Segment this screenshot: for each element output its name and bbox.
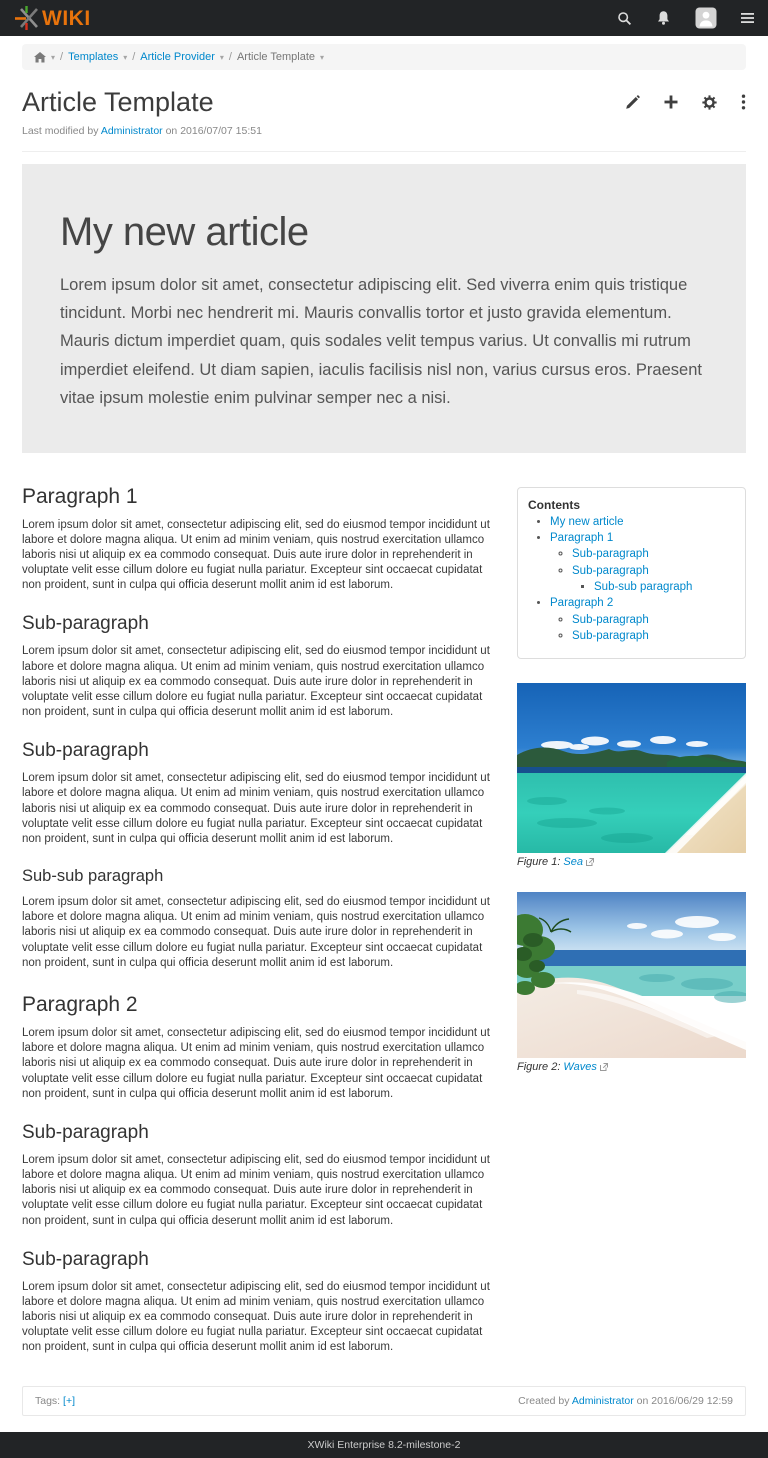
app-footer: [0, 1432, 768, 1458]
last-modified-suffix: on 2016/07/07 15:51: [165, 124, 262, 137]
contents-panel: [517, 487, 746, 659]
templates-caret-icon[interactable]: ▾: [123, 52, 128, 62]
section-heading: Sub-paragraph: [22, 1248, 149, 1270]
article-body: [22, 481, 500, 1368]
section-text: Lorem ipsum dolor sit amet, consectetur adipiscing elit, sed do eiusmod tempor incididunt ut labore et dolore magna aliqua. Ut enim ad minim veniam, quis nostrud exercitation ullamco laboris nisi ut aliquip ex ea commodo consequat. Duis aute irure dolor in reprehenderit in voluptate velit esse cillum dolore eu fugiat nulla pariatur. Excepteur sint occaecat cupidatat non proident, sunt in culpa qui officia deserunt mollit anim id est laborum.: [22, 1153, 490, 1227]
toc-item: [572, 547, 735, 561]
section-heading: Sub-paragraph: [22, 613, 149, 635]
page-header: [22, 88, 746, 118]
section-heading: Sub-paragraph: [22, 740, 149, 762]
breadcrumb-link-templates[interactable]: Templates: [68, 51, 119, 63]
header-divider: [22, 151, 746, 152]
toc-link-sub-sub-paragraph[interactable]: Sub-sub paragraph: [594, 581, 693, 594]
section-text: Lorem ipsum dolor sit amet, consectetur adipiscing elit, sed do eiusmod tempor incididunt ut labore et dolore magna aliqua. Ut enim ad minim veniam, quis nostrud exercitation ullamco laboris nisi ut aliquip ex ea commodo consequat. Duis aute irure dolor in reprehenderit in voluptate velit esse cillum dolore eu fugiat nulla pariatur. Excepteur sint occaecat cupidatat non proident, sunt in culpa qui officia deserunt mollit anim id est laborum.: [22, 772, 490, 845]
add-tag-button[interactable]: [+]: [63, 1394, 75, 1407]
section-heading: Paragraph 2: [22, 993, 138, 1016]
settings-gear-icon[interactable]: [702, 95, 717, 110]
figure-waves: [517, 892, 746, 1073]
toc-link-sub-paragraph-2b[interactable]: Sub-paragraph: [572, 630, 649, 643]
home-icon[interactable]: [34, 52, 46, 63]
section-sub-sub-paragraph: [22, 867, 500, 971]
external-link-icon: [586, 858, 594, 866]
section-paragraph-1: [22, 485, 500, 594]
external-link-icon: [600, 1063, 608, 1071]
figure-caption: [517, 856, 746, 868]
breadcrumb: [22, 44, 746, 70]
section-sub-paragraph-2b: [22, 1249, 500, 1356]
toc-item: [572, 629, 735, 643]
section-text: Lorem ipsum dolor sit amet, consectetur adipiscing elit, sed do eiusmod tempor incididunt ut labore et dolore magna aliqua. Ut enim ad minim veniam, quis nostrud exercitation ullamco laboris nisi ut aliquip ex ea commodo consequat. Duis aute irure dolor in reprehenderit in voluptate velit esse cillum dolore eu fugiat nulla pariatur. Excepteur sint occaecat cupidatat non proident, sunt in culpa qui officia deserunt mollit anim id est laborum.: [22, 1280, 490, 1354]
toc-link-sub-paragraph-1a[interactable]: Sub-paragraph: [572, 548, 649, 561]
breadcrumb-separator: /: [228, 51, 232, 63]
breadcrumb-current-page: Article Template: [236, 51, 316, 63]
article-jumbotron: [22, 164, 746, 453]
page-actions: [625, 94, 746, 110]
section-sub-paragraph-1a: [22, 613, 500, 720]
section-text: Lorem ipsum dolor sit amet, consectetur adipiscing elit, sed do eiusmod tempor incididunt ut labore et dolore magna aliqua. Ut enim ad minim veniam, quis nostrud exercitation ullamco laboris nisi ut aliquip ex ea commodo consequat. Duis aute irure dolor in reprehenderit in voluptate velit esse cillum dolore eu fugiat nulla pariatur. Excepteur sint occaecat cupidatat non proident, sunt in culpa qui officia deserunt mollit anim id est laborum.: [22, 645, 490, 719]
toc-item: [572, 564, 735, 595]
top-navbar: [0, 0, 768, 36]
bell-icon[interactable]: [656, 10, 671, 26]
toc-item: [550, 531, 735, 595]
created-suffix: on 2016/06/29 12:59: [636, 1394, 733, 1407]
edit-pencil-icon[interactable]: [625, 95, 640, 110]
section-sub-paragraph-2a: [22, 1122, 500, 1229]
waves-beach-photo: [517, 892, 746, 1058]
toc-item: [594, 580, 735, 594]
breadcrumb-separator: /: [132, 51, 136, 63]
toc-item: [572, 613, 735, 627]
xwiki-logo-text: WIKI: [42, 6, 91, 30]
more-kebab-icon[interactable]: [741, 94, 746, 110]
app-version-text: XWiki Enterprise 8.2-milestone-2: [307, 1438, 461, 1451]
hamburger-menu-icon[interactable]: [741, 12, 754, 24]
tags-area: [35, 1395, 75, 1407]
figure-caption-prefix: Figure 2:: [517, 1060, 561, 1073]
toc-link-sub-paragraph-1b[interactable]: Sub-paragraph: [572, 564, 649, 577]
section-text: Lorem ipsum dolor sit amet, consectetur adipiscing elit, sed do eiusmod tempor incididunt ut labore et dolore magna aliqua. Ut enim ad minim veniam, quis nostrud exercitation ullamco laboris nisi ut aliquip ex ea commodo consequat. Duis aute irure dolor in reprehenderit in voluptate velit esse cillum dolore eu fugiat nulla pariatur. Excepteur sint occaecat cupidatat non proident, sunt in culpa qui officia deserunt mollit anim id est laborum.: [22, 896, 490, 969]
xwiki-x-logo-icon: [14, 5, 40, 31]
created-line: [518, 1395, 733, 1407]
toc-link-paragraph-2[interactable]: Paragraph 2: [550, 597, 614, 610]
home-caret-icon[interactable]: ▾: [51, 52, 56, 62]
add-plus-icon[interactable]: [664, 95, 678, 109]
section-paragraph-2: [22, 993, 500, 1102]
article-title: My new article: [60, 209, 309, 254]
created-user-link[interactable]: Administrator: [571, 1394, 634, 1407]
toc-link-my-new-article[interactable]: My new article: [550, 515, 624, 528]
navbar-actions: [617, 7, 754, 29]
search-icon[interactable]: [617, 11, 632, 26]
content-row: [22, 481, 746, 1368]
section-text: Lorem ipsum dolor sit amet, consectetur adipiscing elit, sed do eiusmod tempor incididunt ut labore et dolore magna aliqua. Ut enim ad minim veniam, quis nostrud exercitation ullamco laboris nisi ut aliquip ex ea commodo consequat. Duis aute irure dolor in reprehenderit in voluptate velit esse cillum dolore eu fugiat nulla pariatur. Excepteur sint occaecat cupidatat non proident, sunt in culpa qui officia deserunt mollit anim id est laborum.: [22, 518, 490, 592]
last-modified-user-link[interactable]: Administrator: [100, 124, 163, 137]
contents-title: Contents: [528, 497, 580, 512]
main-container: [0, 44, 768, 1416]
toc-item: [550, 596, 735, 643]
section-heading: Sub-paragraph: [22, 1121, 149, 1143]
figure-sea: [517, 683, 746, 868]
section-text: Lorem ipsum dolor sit amet, consectetur adipiscing elit, sed do eiusmod tempor incididunt ut labore et dolore magna aliqua. Ut enim ad minim veniam, quis nostrud exercitation ullamco laboris nisi ut aliquip ex ea commodo consequat. Duis aute irure dolor in reprehenderit in voluptate velit esse cillum dolore eu fugiat nulla pariatur. Excepteur sint occaecat cupidatat non proident, sunt in culpa qui officia deserunt mollit anim id est laborum.: [22, 1027, 490, 1100]
article-provider-caret-icon[interactable]: ▾: [219, 52, 224, 62]
created-prefix: Created by: [518, 1394, 570, 1407]
article-template-caret-icon[interactable]: ▾: [320, 52, 325, 62]
figure-caption-prefix: Figure 1:: [517, 855, 561, 868]
avatar[interactable]: [695, 7, 717, 29]
sea-beach-photo: [517, 683, 746, 853]
last-modified-prefix: Last modified by: [22, 124, 99, 137]
page-title: Article Template: [22, 87, 214, 117]
figure-caption: [517, 1061, 746, 1073]
section-heading: Paragraph 1: [22, 484, 138, 508]
last-modified-line: [22, 125, 746, 137]
tags-label: Tags:: [35, 1394, 61, 1407]
document-footer: [22, 1386, 746, 1416]
toc-link-sub-paragraph-2a[interactable]: Sub-paragraph: [572, 613, 649, 626]
toc-item: [550, 515, 735, 529]
figure-link-sea[interactable]: Sea: [563, 855, 583, 868]
toc-link-paragraph-1[interactable]: Paragraph 1: [550, 531, 614, 544]
figure-link-waves[interactable]: Waves: [563, 1060, 597, 1073]
breadcrumb-link-article-provider[interactable]: Article Provider: [140, 51, 215, 63]
sidebar: [517, 481, 746, 1073]
xwiki-logo[interactable]: [14, 5, 91, 31]
section-sub-paragraph-1b: [22, 740, 500, 847]
section-heading: Sub-sub paragraph: [22, 867, 164, 886]
article-lead: Lorem ipsum dolor sit amet, consectetur adipiscing elit. Sed viverra enim quis tristique tincidunt. Morbi nec hendrerit mi. Mauris convallis tortor et justo gravida elementum. Mauris dictum imperdiet quam, quis sodales velit tempus varius. Ut convallis mi rutrum imperdiet eleifend. Ut diam sapien, iaculis facilisis nisl non, varius cursus eros. Praesent vitae ipsum molestie enim pulvinar semper nec a nisi.: [60, 275, 702, 408]
breadcrumb-separator: /: [60, 51, 64, 63]
